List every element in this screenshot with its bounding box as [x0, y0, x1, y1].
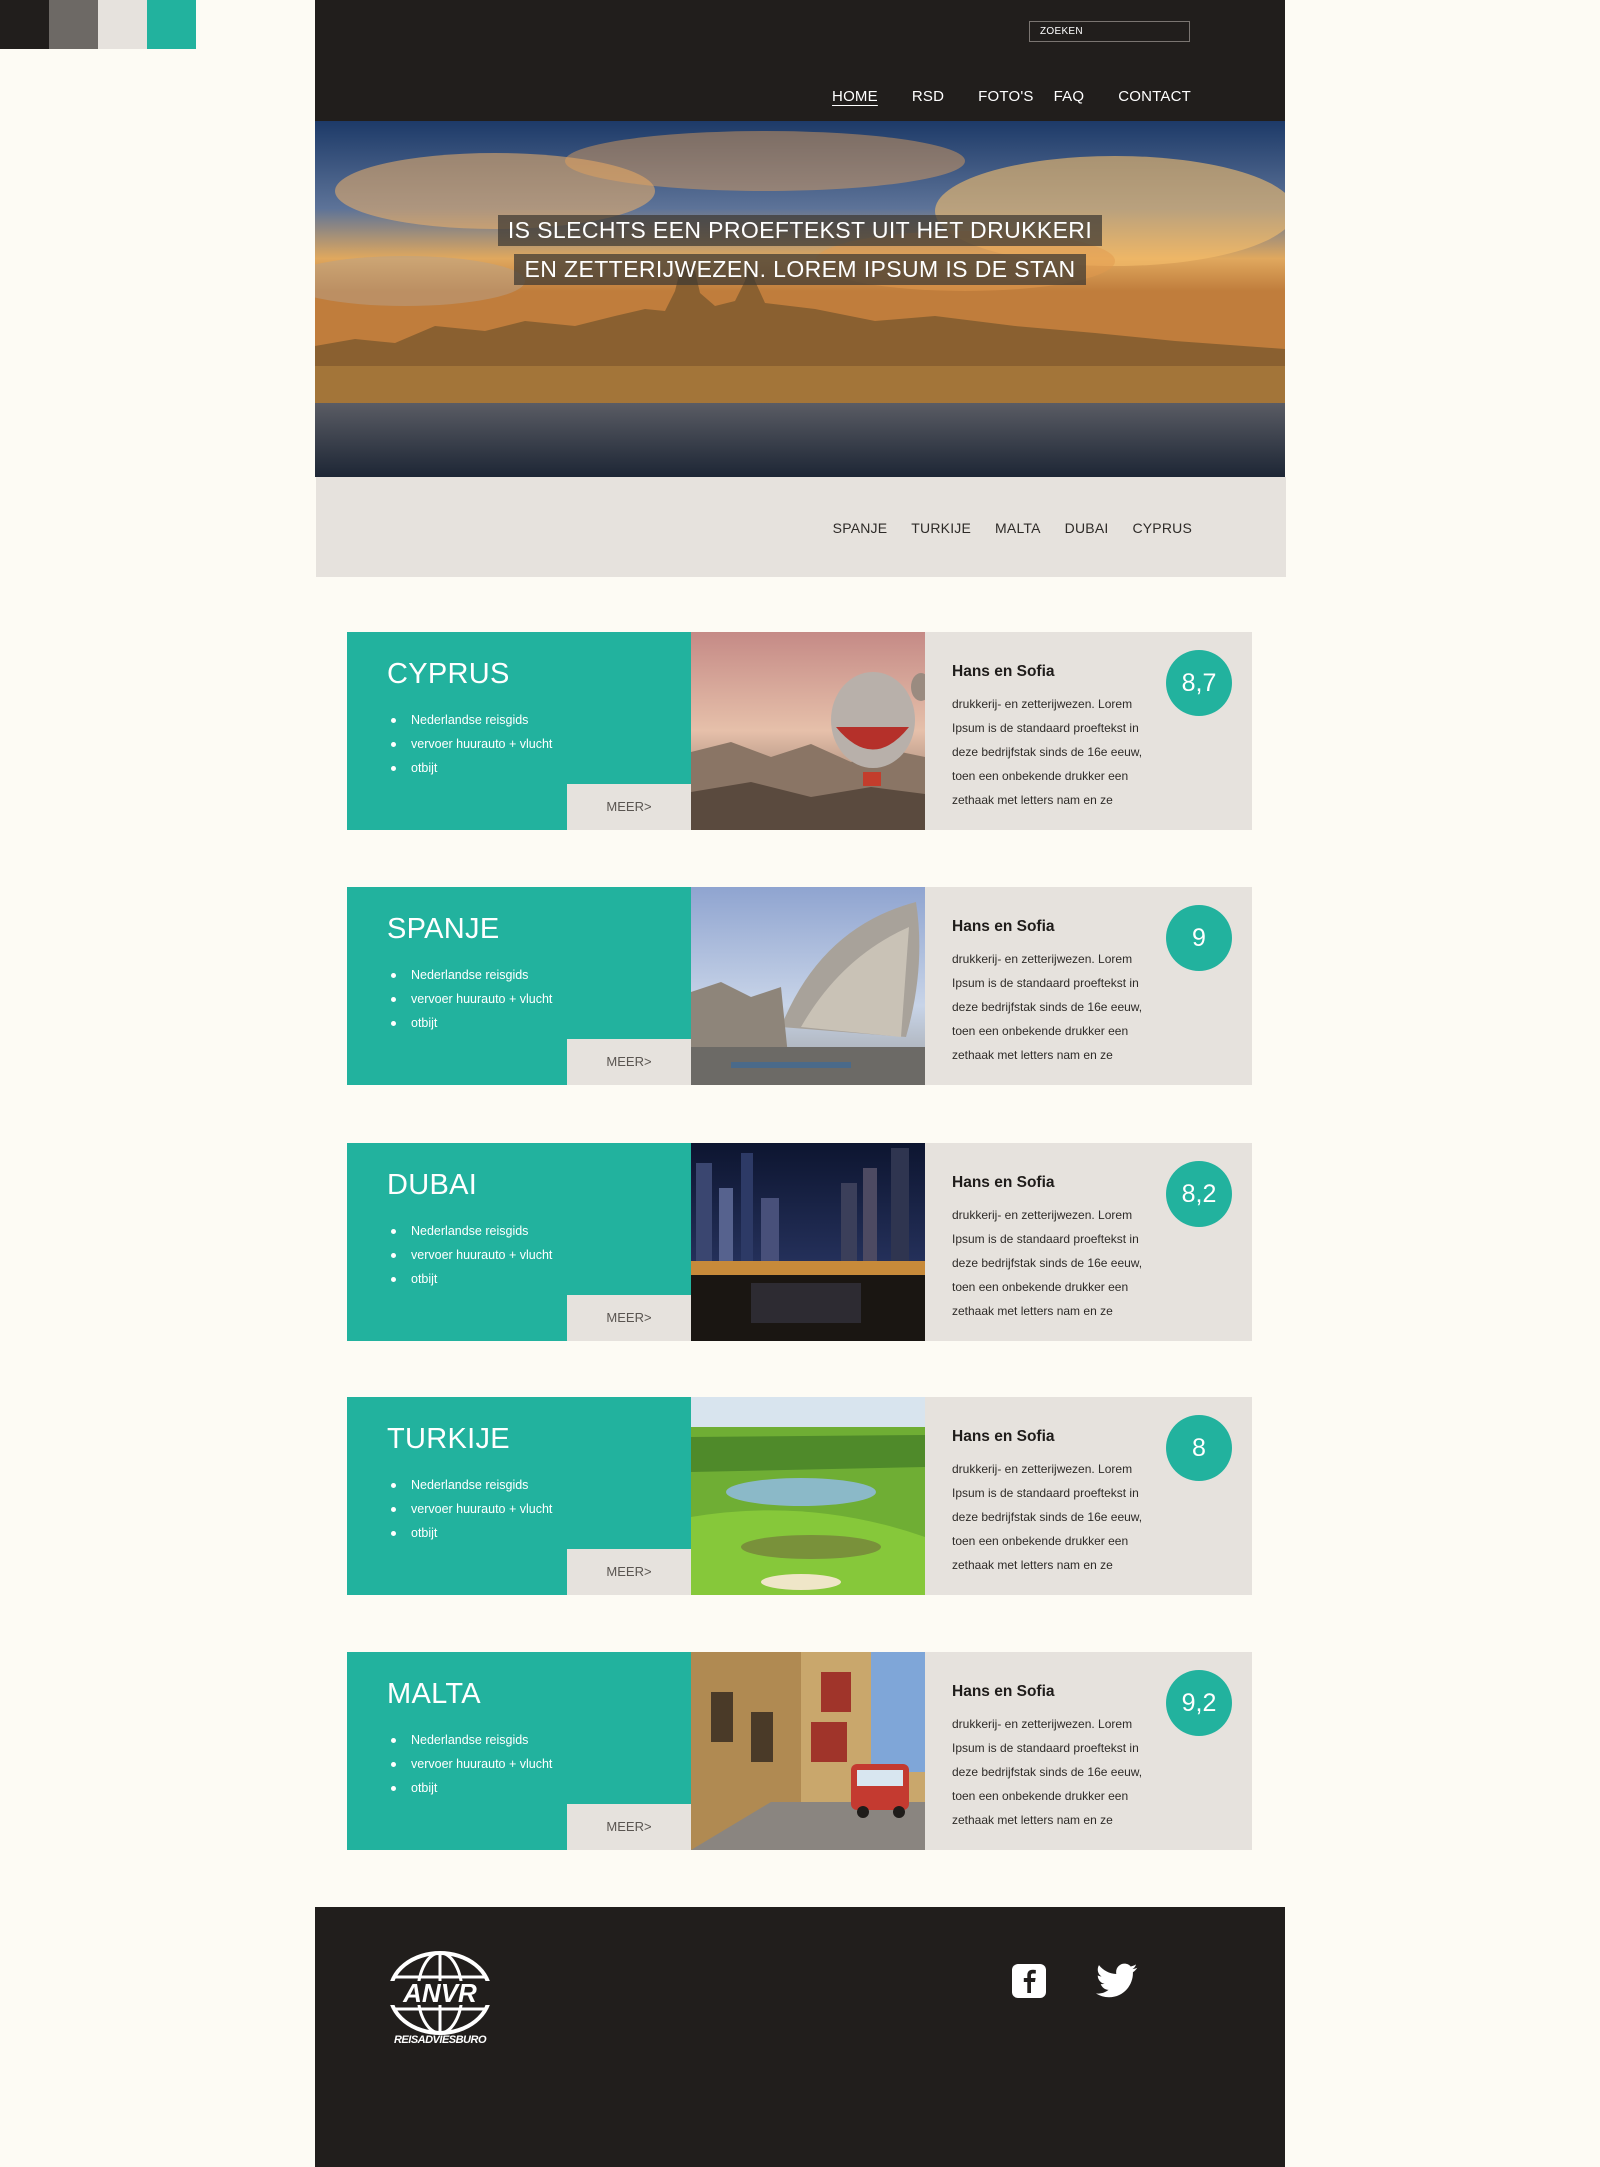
subnav-spanje[interactable]: SPANJE [832, 520, 888, 536]
subnav-turkije[interactable]: TURKIJE [911, 520, 972, 536]
review-text: drukkerij- en zetterijwezen. Lorem Ipsum is de standaard proeftekst in deze bedrijfstak sinds de 16e eeuw, toen een onbekende drukker een zethaak met letters nam en ze [952, 1717, 1143, 1827]
rating-badge: 8,7 [1166, 650, 1232, 716]
card-review [925, 887, 1252, 1085]
more-button[interactable]: MEER> [567, 1549, 691, 1595]
anvr-logo[interactable] [385, 1951, 495, 2051]
review-text: drukkerij- en zetterijwezen. Lorem Ipsum is de standaard proeftekst in deze bedrijfstak sinds de 16e eeuw, toen een onbekende drukker een zethaak met letters nam en ze [952, 697, 1143, 807]
site-footer [315, 1907, 1285, 2167]
destination-nav [316, 477, 1286, 577]
reviewer-name: Hans en Sofia [952, 1683, 1055, 1700]
feature-list [391, 708, 552, 780]
swatch-gray [49, 0, 98, 49]
nav-home[interactable]: HOME [832, 88, 878, 105]
destination-card-cyprus [347, 632, 1252, 830]
list-item: vervoer huurauto + vlucht [391, 987, 552, 1011]
swatch-teal [147, 0, 196, 49]
feature-list [391, 963, 552, 1035]
list-item: otbijt [391, 1776, 552, 1800]
destination-card-dubai [347, 1143, 1252, 1341]
facebook-icon[interactable] [1011, 1963, 1047, 1999]
site-header [315, 0, 1285, 121]
nav-faq[interactable]: FAQ [1053, 88, 1085, 105]
reviewer-name: Hans en Sofia [952, 918, 1055, 935]
subnav-dubai[interactable]: DUBAI [1064, 520, 1109, 536]
page [315, 0, 1285, 2167]
globe-icon [385, 1951, 495, 2037]
main-nav [798, 88, 1191, 105]
destination-card-spanje [347, 887, 1252, 1085]
more-button[interactable]: MEER> [567, 1295, 691, 1341]
list-item: otbijt [391, 756, 552, 780]
card-review [925, 1143, 1252, 1341]
subnav-malta[interactable]: MALTA [995, 520, 1041, 536]
list-item: Nederlandse reisgids [391, 708, 552, 732]
nav-fotos[interactable]: FOTO'S [978, 88, 1034, 105]
reviewer-name: Hans en Sofia [952, 1428, 1055, 1445]
destination-card-turkije [347, 1397, 1252, 1595]
feature-list [391, 1219, 552, 1291]
card-review [925, 632, 1252, 830]
reviewer-name: Hans en Sofia [952, 663, 1055, 680]
card-info [347, 1143, 691, 1341]
swatch-dark [0, 0, 49, 49]
svg-text:ANVR: ANVR [403, 1978, 477, 2008]
rating-badge: 9 [1166, 905, 1232, 971]
card-review [925, 1397, 1252, 1595]
review-text: drukkerij- en zetterijwezen. Lorem Ipsum is de standaard proeftekst in deze bedrijfstak sinds de 16e eeuw, toen een onbekende drukker een zethaak met letters nam en ze [952, 1462, 1143, 1572]
list-item: vervoer huurauto + vlucht [391, 1497, 552, 1521]
list-item: Nederlandse reisgids [391, 1473, 552, 1497]
list-item: otbijt [391, 1011, 552, 1035]
list-item: otbijt [391, 1267, 552, 1291]
card-photo-museum[interactable] [691, 887, 925, 1085]
review-text: drukkerij- en zetterijwezen. Lorem Ipsum is de standaard proeftekst in deze bedrijfstak sinds de 16e eeuw, toen een onbekende drukker een zethaak met letters nam en ze [952, 1208, 1143, 1318]
card-photo-balloon[interactable] [691, 632, 925, 830]
card-info [347, 1652, 691, 1850]
card-title: DUBAI [387, 1169, 478, 1201]
rating-badge: 8,2 [1166, 1161, 1232, 1227]
card-title: CYPRUS [387, 658, 510, 690]
nav-contact[interactable]: CONTACT [1118, 88, 1191, 105]
more-button[interactable]: MEER> [567, 1804, 691, 1850]
subnav-cyprus[interactable]: CYPRUS [1132, 520, 1192, 536]
hero-image [315, 121, 1285, 477]
hero-caption-line-2: EN ZETTERIJWEZEN. LOREM IPSUM IS DE STAN [514, 254, 1085, 285]
card-photo-skyline[interactable] [691, 1143, 925, 1341]
more-button[interactable]: MEER> [567, 784, 691, 830]
list-item: Nederlandse reisgids [391, 1219, 552, 1243]
card-photo-golf[interactable] [691, 1397, 925, 1595]
hero-banner [315, 121, 1285, 477]
list-item: Nederlandse reisgids [391, 1728, 552, 1752]
card-title: SPANJE [387, 913, 500, 945]
card-review [925, 1652, 1252, 1850]
hero-caption-line-1: IS SLECHTS EEN PROEFTEKST UIT HET DRUKKERI [498, 215, 1102, 246]
hero-caption [315, 215, 1285, 293]
feature-list [391, 1473, 552, 1545]
card-info [347, 887, 691, 1085]
color-palette [0, 0, 196, 49]
twitter-icon[interactable] [1096, 1963, 1138, 1999]
swatch-light [98, 0, 147, 49]
reviewer-name: Hans en Sofia [952, 1174, 1055, 1191]
nav-rsd[interactable]: RSD [911, 88, 945, 105]
card-title: TURKIJE [387, 1423, 510, 1455]
review-text: drukkerij- en zetterijwezen. Lorem Ipsum is de standaard proeftekst in deze bedrijfstak sinds de 16e eeuw, toen een onbekende drukker een zethaak met letters nam en ze [952, 952, 1143, 1062]
list-item: otbijt [391, 1521, 552, 1545]
card-photo-street[interactable] [691, 1652, 925, 1850]
search-input[interactable]: ZOEKEN [1029, 21, 1190, 42]
card-info [347, 1397, 691, 1595]
rating-badge: 9,2 [1166, 1670, 1232, 1736]
list-item: vervoer huurauto + vlucht [391, 1752, 552, 1776]
destination-card-malta [347, 1652, 1252, 1850]
more-button[interactable]: MEER> [567, 1039, 691, 1085]
list-item: vervoer huurauto + vlucht [391, 1243, 552, 1267]
rating-badge: 8 [1166, 1415, 1232, 1481]
list-item: vervoer huurauto + vlucht [391, 732, 552, 756]
feature-list [391, 1728, 552, 1800]
card-title: MALTA [387, 1678, 481, 1710]
card-info [347, 632, 691, 830]
list-item: Nederlandse reisgids [391, 963, 552, 987]
logo-subtext: REISADVIESBURO [393, 2034, 487, 2046]
